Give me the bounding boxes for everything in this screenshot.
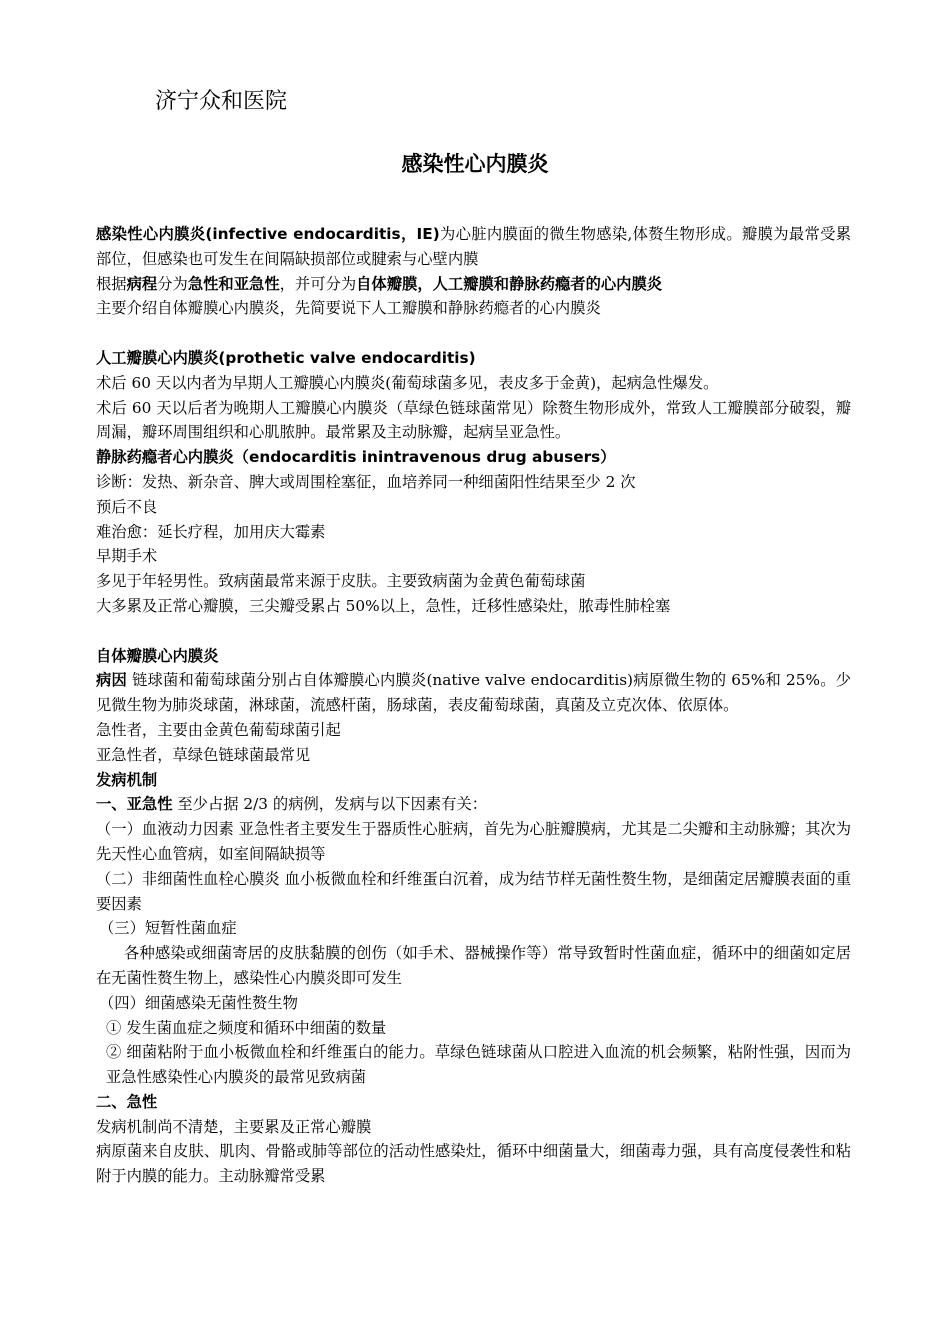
drug-line: 预后不良	[96, 497, 158, 516]
acute-heading: 二、急性	[96, 1092, 158, 1111]
page-title: 感染性心内膜炎	[401, 152, 549, 176]
native-heading: 自体瓣膜心内膜炎	[96, 646, 219, 665]
drug-heading: 静脉药瘾者心内膜炎（endocarditis inintravenous drug abusers）	[96, 448, 616, 467]
factor-3: （三）短暂性菌血症	[99, 919, 237, 938]
acute-line-1: 发病机制尚不清楚，主要累及正常心瓣膜	[96, 1117, 372, 1136]
classification-text: 分为	[157, 274, 188, 293]
intro-classification	[96, 272, 851, 297]
mechanism-heading: 发病机制	[96, 770, 158, 789]
factor-4-item-1: ① 发生菌血症之频度和循环中细菌的数量	[106, 1018, 387, 1037]
intro-definition	[96, 222, 851, 272]
factor-1: （一）血液动力因素 亚急性者主要发生于器质性心脏病，首先为心脏瓣膜病，尤其是二尖瓣和主动脉瓣；其次为先天性心血管病，如室间隔缺损等	[96, 820, 851, 863]
definition-text: 为心脏内膜面的微生物感染,体赘生物形成。瓣膜为最常受累部位，但感染也可发生在间隔缺损部位或腱索与心壁内膜	[96, 225, 851, 268]
factor-2: （二）非细菌性血栓心膜炎 血小板微血栓和纤维蛋白沉着，成为结节样无菌性赘生物，是细菌定居瓣膜表面的重要因素	[96, 869, 851, 913]
subacute-section	[96, 792, 851, 817]
document-body	[96, 222, 851, 1189]
classification-bold: 急性和亚急性	[187, 274, 280, 293]
drug-line: 诊断：发热、新杂音、脾大或周围栓塞征，血培养同一种细菌阳性结果至少 2 次	[96, 472, 636, 491]
prosthetic-late: 术后 60 天以后者为晚期人工瓣膜心内膜炎（草绿色链球菌常见）除赘生物形成外，常致人工瓣膜部分破裂，瓣周漏，瓣环周围组织和心肌脓肿。最常累及主动脉瓣，起病呈亚急性。	[96, 398, 851, 442]
native-cause	[96, 668, 851, 718]
classification-bold: 病程	[126, 274, 158, 293]
acute-line-2: 病原菌来自皮肤、肌肉、骨骼或肺等部位的活动性感染灶，循环中细菌量大，细菌毒力强，具有高度侵袭性和粘附于内膜的能力。主动脉瓣常受累	[96, 1142, 851, 1186]
intro-main: 主要介绍自体瓣膜心内膜炎，先简要说下人工瓣膜和静脉药瘾者的心内膜炎	[96, 299, 601, 318]
classification-text: ，并可分为	[279, 274, 357, 293]
factor-3-text: 各种感染或细菌寄居的皮肤黏膜的创伤（如手术、器械操作等）常导致暂时性菌血症，循环中的细菌如定居在无菌性赘生物上，感染性心内膜炎即可发生	[96, 944, 851, 987]
prosthetic-heading: 人工瓣膜心内膜炎(prothetic valve endocarditis)	[96, 348, 476, 367]
drug-line: 难治愈：延长疗程，加用庆大霉素	[96, 522, 326, 541]
subacute-heading: 一、亚急性	[96, 795, 173, 814]
factor-4-item-2: ② 细菌粘附于血小板微血栓和纤维蛋白的能力。草绿色链球菌从口腔进入血流的机会频繁，粘附性强，因而为亚急性感染性心内膜炎的最常见致病菌	[106, 1043, 851, 1087]
hospital-name: 济宁众和医院	[155, 89, 288, 114]
prosthetic-early: 术后 60 天以内者为早期人工瓣膜心内膜炎(葡萄球菌多见，表皮多于金黄)，起病急性爆发。	[96, 373, 719, 392]
cause-text: 链球菌和葡萄球菌分别占自体瓣膜心内膜炎(native valve endocarditis)病原微生物的 65%和 25%。少见微生物为肺炎球菌，淋球菌，流感杆菌，肠球菌，表皮葡萄球菌，真菌及立克次体、依原体。	[96, 671, 851, 715]
cause-label: 病因	[96, 671, 127, 690]
definition-term: 感染性心内膜炎(infective endocarditis，IE)	[96, 225, 440, 243]
drug-line: 早期手术	[96, 547, 158, 566]
subacute-text: 至少占据 2/3 的病例，发病与以下因素有关：	[172, 795, 488, 814]
drug-line: 多见于年轻男性。致病菌最常来源于皮肤。主要致病菌为金黄色葡萄球菌	[96, 572, 586, 591]
classification-text: 根据	[96, 274, 127, 293]
classification-bold: 自体瓣膜，人工瓣膜和静脉药瘾者的心内膜炎	[356, 274, 663, 293]
factor-4: （四）细菌感染无菌性赘生物	[99, 993, 298, 1012]
native-subacute-line: 亚急性者，草绿色链球菌最常见	[96, 745, 311, 764]
drug-line: 大多累及正常心瓣膜，三尖瓣受累占 50%以上，急性，迁移性感染灶，脓毒性肺栓塞	[96, 596, 671, 615]
native-acute-line: 急性者，主要由金黄色葡萄球菌引起	[96, 720, 341, 739]
